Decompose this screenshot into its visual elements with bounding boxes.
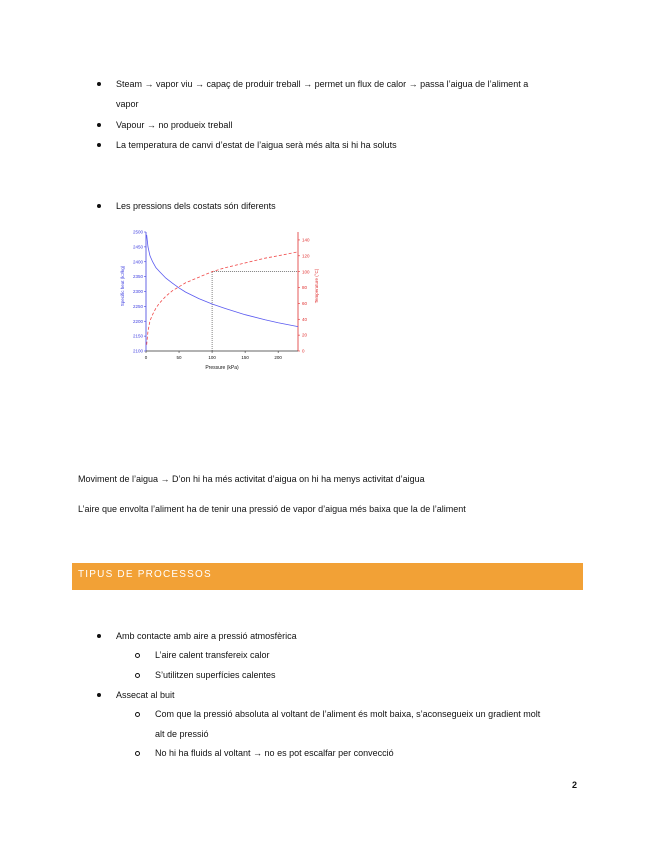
paragraph-moviment-aigua: Moviment de l’aigua → D’on hi ha més activitat d’aigua on hi ha menys activitat d’aigua bbox=[78, 474, 425, 484]
x-tick-label: 200 bbox=[274, 355, 282, 360]
y-right-tick-label: 20 bbox=[302, 332, 308, 338]
sub-bullet-ring bbox=[135, 673, 140, 678]
sub-bullet-ring bbox=[135, 653, 140, 658]
x-tick-label: 0 bbox=[144, 355, 148, 360]
y-left-tick-label: 2300 bbox=[132, 289, 143, 295]
x-tick-label: 150 bbox=[241, 355, 249, 360]
x-tick-label: 50 bbox=[176, 355, 182, 360]
sub-item-pressio-absoluta: Com que la pressió absoluta al voltant de l’aliment és molt baixa, s’aconsegueix un gradient molt bbox=[155, 709, 541, 719]
bullet-dot bbox=[97, 634, 101, 638]
sub-item-pressio-continued: alt de pressió bbox=[155, 729, 209, 739]
y-right-tick-label: 60 bbox=[302, 301, 308, 306]
bullet-dot bbox=[97, 123, 101, 127]
bullet-dot bbox=[97, 693, 101, 697]
y-left-tick-label: 2400 bbox=[132, 259, 143, 265]
bullet-dot bbox=[97, 143, 101, 147]
y-right-tick-label: 140 bbox=[302, 237, 310, 243]
y-left-tick-label: 2200 bbox=[132, 318, 143, 324]
bullet-dot bbox=[97, 82, 101, 86]
x-tick-label: 100 bbox=[208, 355, 216, 360]
y-right-tick-label: 100 bbox=[302, 269, 310, 275]
list-item-assecat-buit: Assecat al buit bbox=[116, 690, 175, 700]
bullet-pressions: Les pressions dels costats són diferents bbox=[116, 201, 276, 211]
list-item-contacte-aire: Amb contacte amb aire a pressió atmosfèrica bbox=[116, 631, 297, 641]
sub-bullet-ring bbox=[135, 712, 140, 717]
bullet-dot bbox=[97, 204, 101, 208]
y-right-tick-label: 0 bbox=[302, 348, 305, 354]
page-number: 2 bbox=[572, 780, 578, 790]
bullet-steam-continued: vapor bbox=[116, 99, 139, 109]
pressure-chart bbox=[116, 224, 326, 374]
x-axis-label: Pressure (kPa) bbox=[205, 365, 239, 371]
y-axis-left-label: Specific heat (kJ/kg) bbox=[120, 265, 125, 307]
bullet-steam: Steam → vapor viu → capaç de produir treball → permet un flux de calor → passa l’aigua de l’aliment a bbox=[116, 79, 529, 89]
sub-item-no-fluids: No hi ha fluids al voltant → no es pot escalfar per convecció bbox=[155, 748, 394, 758]
series-specific-heat-line bbox=[147, 235, 298, 327]
y-axis-right-label: Temperature (°C) bbox=[314, 268, 319, 304]
section-title: TIPUS DE PROCESSOS bbox=[78, 569, 212, 580]
bullet-vapour: Vapour → no produeix treball bbox=[116, 120, 233, 130]
sub-bullet-ring bbox=[135, 751, 140, 756]
y-right-tick-label: 80 bbox=[302, 285, 308, 291]
paragraph-aire-pressio: L’aire que envolta l’aliment ha de tenir una pressió de vapor d’aigua més baixa que la de l’aliment bbox=[78, 504, 466, 514]
y-left-tick-label: 2450 bbox=[132, 244, 143, 250]
y-left-tick-label: 2150 bbox=[132, 333, 143, 339]
bullet-temperatura: La temperatura de canvi d’estat de l’aigua serà més alta si hi ha soluts bbox=[116, 140, 397, 150]
y-right-tick-label: 120 bbox=[302, 253, 310, 259]
sub-item-superficies: S’utilitzen superfícies calentes bbox=[155, 670, 276, 680]
y-left-tick-label: 2100 bbox=[132, 348, 143, 354]
series-temperature-line bbox=[147, 252, 298, 345]
y-left-tick-label: 2350 bbox=[132, 274, 143, 280]
sub-item-aire-calent: L’aire calent transfereix calor bbox=[155, 650, 270, 660]
y-left-tick-label: 2250 bbox=[132, 303, 143, 309]
y-right-tick-label: 40 bbox=[302, 316, 308, 322]
y-left-tick-label: 2500 bbox=[132, 229, 143, 235]
